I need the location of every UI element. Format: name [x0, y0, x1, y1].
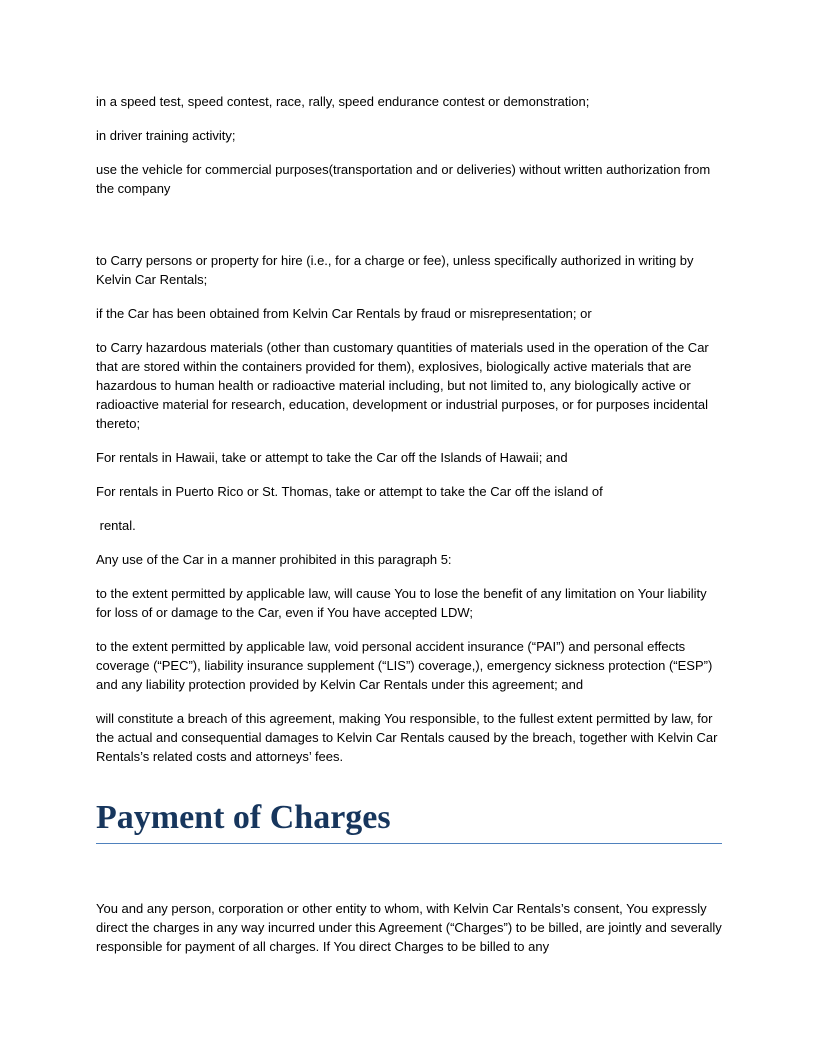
- document-body: [96, 92, 722, 766]
- paragraph-hazardous-materials: to Carry hazardous materials (other than customary quantities of materials used in the operation of the Car that are stored within the containers provided for them), explosives, biologically active materials that are hazardous to human health or radioactive material including, but not limited to, any biologically active or radioactive material for research, education, development or industrial purposes, or for purposes incidental thereto;: [96, 340, 709, 431]
- paragraph-insurance-void: to the extent permitted by applicable law, void personal accident insurance (“PAI”) and personal effects coverage (“PEC”), liability insurance supplement (“LIS”) coverage,), emergency sickness protection (“ESP”) and any liability protection provided by Kelvin Car Rentals under this agreement; and: [96, 639, 713, 692]
- paragraph-carry-for-hire: to Carry persons or property for hire (i.e., for a charge or fee), unless specifically authorized in writing by Kelvin Car Rentals;: [96, 253, 694, 287]
- paragraph-fraud: if the Car has been obtained from Kelvin Car Rentals by fraud or misrepresentation; or: [96, 306, 592, 321]
- paragraph-hawaii: For rentals in Hawaii, take or attempt to take the Car off the Islands of Hawaii; and: [96, 450, 568, 465]
- payment-section-body: [96, 899, 722, 956]
- paragraph-prohibited-use: Any use of the Car in a manner prohibited in this paragraph 5:: [96, 552, 452, 567]
- paragraph-rental: rental.: [96, 518, 136, 533]
- paragraph-speed-test: in a speed test, speed contest, race, rally, speed endurance contest or demonstration;: [96, 94, 590, 109]
- section-heading: Payment of Charges: [96, 798, 722, 844]
- paragraph-commercial-use: use the vehicle for commercial purposes(transportation and or deliveries) without written authorization from the company: [96, 162, 711, 196]
- paragraph-driver-training: in driver training activity;: [96, 128, 236, 143]
- paragraph-payment-responsibility: You and any person, corporation or other entity to whom, with Kelvin Car Rentals’s consent, You expressly direct the charges in any way incurred under this Agreement (“Charges”) to be billed, are jointly and severally responsible for payment of all charges. If You direct Charges to be billed to any: [96, 901, 722, 954]
- paragraph-breach: will constitute a breach of this agreement, making You responsible, to the fullest extent permitted by law, for the actual and consequential damages to Kelvin Car Rentals caused by the breach, together with Kelvin Car Rentals’s related costs and attorneys’ fees.: [96, 711, 718, 764]
- paragraph-puerto-rico: For rentals in Puerto Rico or St. Thomas, take or attempt to take the Car off the island of: [96, 484, 603, 499]
- paragraph-ldw: to the extent permitted by applicable law, will cause You to lose the benefit of any limitation on Your liability for loss of or damage to the Car, even if You have accepted LDW;: [96, 586, 707, 620]
